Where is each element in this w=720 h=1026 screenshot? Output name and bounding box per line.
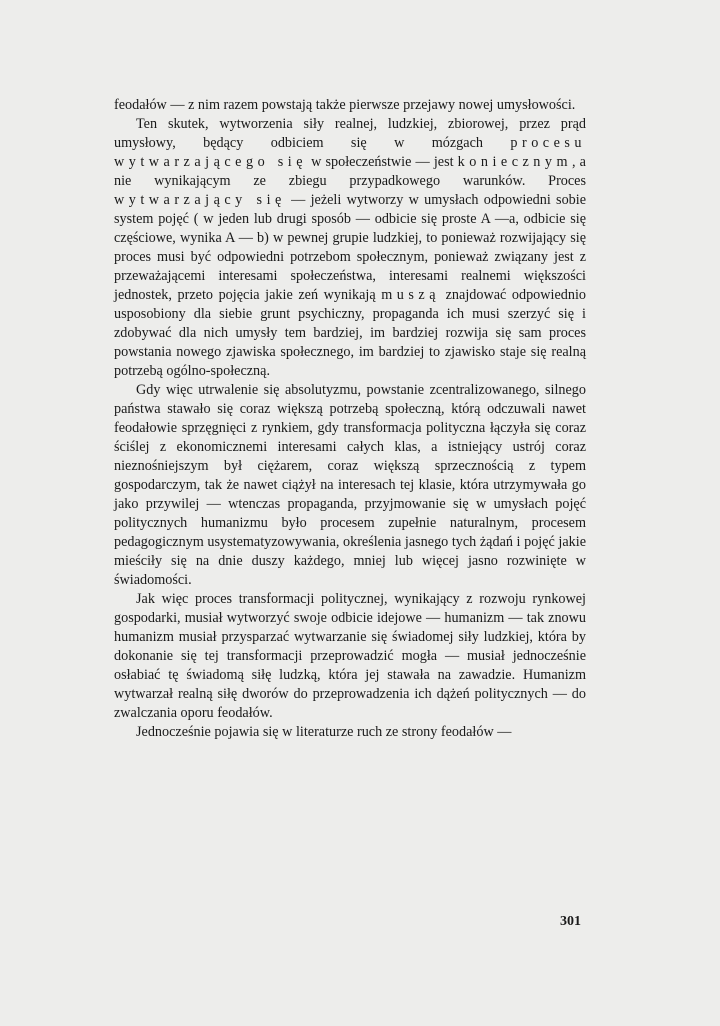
paragraph bbox=[114, 590, 586, 723]
text-run: , a nie wynikającym ze zbiegu przypadkowego warunków. Proces bbox=[114, 154, 586, 189]
emphasized-text: procesu wytwarzającego się bbox=[114, 135, 586, 170]
text-run: znajdować odpowiednio usposobiony dla siebie grunt psychiczny, propaganda ich musi szerzyć się i zdobywać dla nich umysły tem bardziej, im bardziej rozwija się sam proces powstania nowego zjawiska społecznego, im bardziej to zjawisko staje się realną potrzebą ogólno-społeczną. bbox=[114, 287, 586, 379]
text-run: Gdy więc utrwalenie się absolutyzmu, powstanie zcentralizowanego, silnego państwa stawało się coraz większą potrzebą społeczną, którą odczuwali nawet feodałowie sprzęgnięci z rynkiem, gdy transformacja polityczna łączyła się coraz ściślej z ekonomicznemi interesami całych klas, a istniejący ustrój coraz nieznośniejszym był ciężarem, coraz większą sprzecznością z typem gospodarczym, tak że nawet ciążył na interesach tej klasie, która utrzymywała go jako przywilej — wtenczas propaganda, przyjmowanie się w umysłach pojęć politycznych humanizmu było procesem zupełnie naturalnym, procesem pedagogicznym usystematyzowywania, określenia jasnego tych żądań i pojęć jakie mieściły się na dnie duszy każdego, mniej lub więcej jasno rozwinięte w świadomości. bbox=[114, 382, 586, 588]
text-run: Ten skutek, wytworzenia siły realnej, ludzkiej, zbiorowej, przez prąd umysłowy, będący odbiciem się w mózgach bbox=[114, 116, 586, 151]
page-number: 301 bbox=[560, 914, 581, 929]
paragraph bbox=[114, 115, 586, 381]
text-run: w społeczeństwie — jest bbox=[307, 154, 458, 170]
text-run: — jeżeli wytworzy w umysłach odpowiedni sobie system pojęć ( w jeden lub drugi sposób — odbicie się proste A —a, odbicie się częściowe, wynika A — b) w pewnej grupie ludzkiej, to ponieważ rozwijający się proces musi być odpowiedni potrzebom społecznym, ponieważ związany jest z przeważającemi interesami społeczeństwa, interesami realnemi większości jednostek, przeto pojęcia jakie zeń wynikają bbox=[114, 192, 586, 303]
paragraph bbox=[114, 381, 586, 590]
emphasized-text: wytwarzający się bbox=[114, 192, 286, 208]
paragraph bbox=[114, 96, 586, 115]
text-run: Jak więc proces transformacji politycznej, wynikający z rozwoju rynkowej gospodarki, musiał wytworzyć swoje odbicie idejowe — humanizm — tak znowu humanizm musiał przysparzać wytwarzanie się świadomej siły ludzkiej, która by dokonanie się tej transformacji przeprowadzić mogła — musiał jednocześnie osłabiać tę świadomą siłę ludzką, która jej stawała na zawadzie. Humanizm wytwarzał realną siłę dworów do przeprowadzenia ich dążeń politycznych — do zwalczania oporu feodałów. bbox=[114, 591, 586, 721]
body-text bbox=[114, 96, 586, 742]
emphasized-text: koniecznym bbox=[457, 154, 573, 170]
paragraph bbox=[114, 723, 586, 742]
text-run: feodałów — z nim razem powstają także pierwsze przejawy nowej umysłowości. bbox=[114, 97, 576, 113]
text-run: Jednocześnie pojawia się w literaturze ruch ze strony feodałów — bbox=[136, 724, 512, 740]
emphasized-text: muszą bbox=[381, 287, 441, 303]
